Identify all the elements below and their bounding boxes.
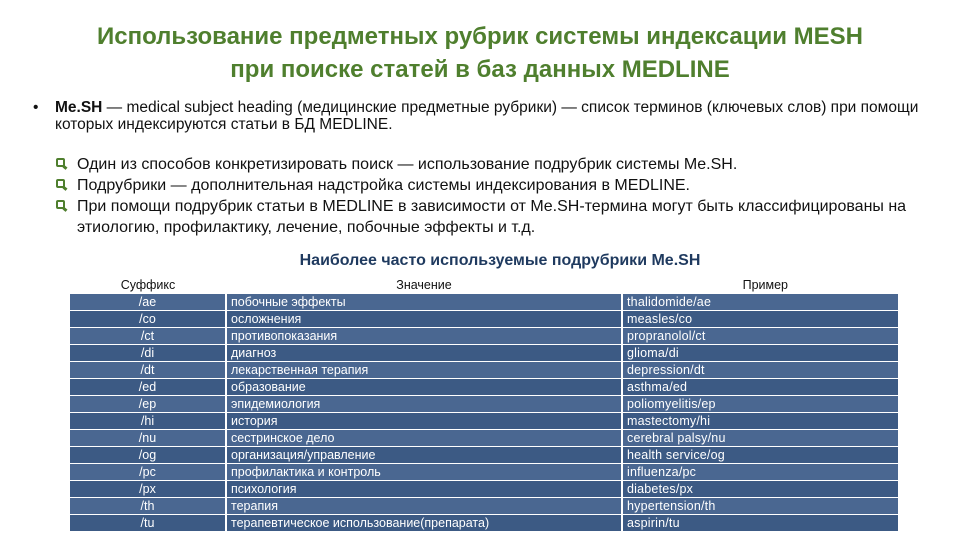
point-item — [56, 175, 916, 196]
cell-example: aspirin/tu — [622, 515, 898, 532]
cell-meaning: диагноз — [226, 345, 622, 362]
cell-example: influenza/pc — [622, 464, 898, 481]
cell-meaning: образование — [226, 379, 622, 396]
cell-meaning: лекарственная терапия — [226, 362, 622, 379]
table-row — [70, 413, 898, 430]
subheading-points — [56, 154, 916, 238]
table-row — [70, 430, 898, 447]
cell-suffix: /tu — [70, 515, 226, 532]
checkbox-bullet-icon — [56, 158, 65, 167]
table-row — [70, 379, 898, 396]
cell-meaning: сестринское дело — [226, 430, 622, 447]
point-text: Подрубрики — дополнительная надстройка системы индексирования в MEDLINE. — [77, 177, 690, 194]
table-row — [70, 362, 898, 379]
cell-meaning: осложнения — [226, 311, 622, 328]
cell-suffix: /ed — [70, 379, 226, 396]
table-row — [70, 447, 898, 464]
cell-suffix: /ae — [70, 294, 226, 311]
table-row — [70, 311, 898, 328]
cell-suffix: /hi — [70, 413, 226, 430]
point-text: При помощи подрубрик статьи в MEDLINE в зависимости от Me.SH-термина могут быть классифицированы на этиологию, профилактику, лечение, побочные эффекты и т.д. — [77, 198, 907, 236]
table-row — [70, 481, 898, 498]
slide-title — [0, 20, 960, 86]
cell-meaning: терапия — [226, 498, 622, 515]
cell-example: cerebral palsy/nu — [622, 430, 898, 447]
table-row — [70, 396, 898, 413]
cell-example: propranolol/ct — [622, 328, 898, 345]
cell-meaning: психология — [226, 481, 622, 498]
cell-suffix: /ct — [70, 328, 226, 345]
cell-example: diabetes/px — [622, 481, 898, 498]
cell-example: poliomyelitis/ep — [622, 396, 898, 413]
cell-meaning: история — [226, 413, 622, 430]
cell-suffix: /th — [70, 498, 226, 515]
bullet-dot-icon: • — [33, 99, 39, 116]
cell-suffix: /px — [70, 481, 226, 498]
cell-example: glioma/di — [622, 345, 898, 362]
header-meaning: Значение — [226, 277, 622, 294]
cell-meaning: противопоказания — [226, 328, 622, 345]
table-caption: Наиболее часто используемые подрубрики Me.SH — [299, 252, 701, 269]
checkbox-bullet-icon — [56, 200, 65, 209]
cell-example: health service/og — [622, 447, 898, 464]
cell-suffix: /dt — [70, 362, 226, 379]
checkbox-bullet-icon — [56, 179, 65, 188]
table-row — [70, 498, 898, 515]
cell-suffix: /di — [70, 345, 226, 362]
header-example: Пример — [622, 277, 898, 294]
title-line-2: при поиске статей в баз данных MEDLINE — [230, 56, 730, 83]
table-row — [70, 515, 898, 532]
table-row — [70, 328, 898, 345]
cell-meaning: эпидемиология — [226, 396, 622, 413]
table-row — [70, 294, 898, 311]
cell-example: asthma/ed — [622, 379, 898, 396]
title-line-1: Использование предметных рубрик системы индексации MESH — [96, 23, 864, 50]
table-row — [70, 464, 898, 481]
subheadings-table — [70, 277, 898, 531]
intro-term: Me.SH — [55, 99, 103, 116]
cell-example: mastectomy/hi — [622, 413, 898, 430]
point-item — [56, 154, 916, 175]
intro-bullet — [33, 99, 923, 133]
cell-example: measles/co — [622, 311, 898, 328]
cell-suffix: /co — [70, 311, 226, 328]
cell-meaning: терапевтическое использование(препарата) — [226, 515, 622, 532]
point-item — [56, 196, 916, 238]
cell-suffix: /pc — [70, 464, 226, 481]
cell-example: depression/dt — [622, 362, 898, 379]
cell-meaning: побочные эффекты — [226, 294, 622, 311]
point-text: Один из способов конкретизировать поиск — использование подрубрик системы Me.SH. — [77, 156, 738, 173]
cell-suffix: /nu — [70, 430, 226, 447]
cell-example: thalidomide/ae — [622, 294, 898, 311]
cell-example: hypertension/th — [622, 498, 898, 515]
cell-meaning: организация/управление — [226, 447, 622, 464]
cell-suffix: /ep — [70, 396, 226, 413]
intro-definition: — medical subject heading (медицинские предметные рубрики) — список терминов (ключевых слов) при помощи которых индексируются статьи в БД MEDLINE. — [55, 99, 919, 133]
cell-meaning: профилактика и контроль — [226, 464, 622, 481]
intro-text — [33, 99, 923, 133]
header-suffix: Суффикс — [70, 277, 226, 294]
table-row — [70, 345, 898, 362]
table-header-row — [70, 277, 898, 294]
cell-suffix: /og — [70, 447, 226, 464]
